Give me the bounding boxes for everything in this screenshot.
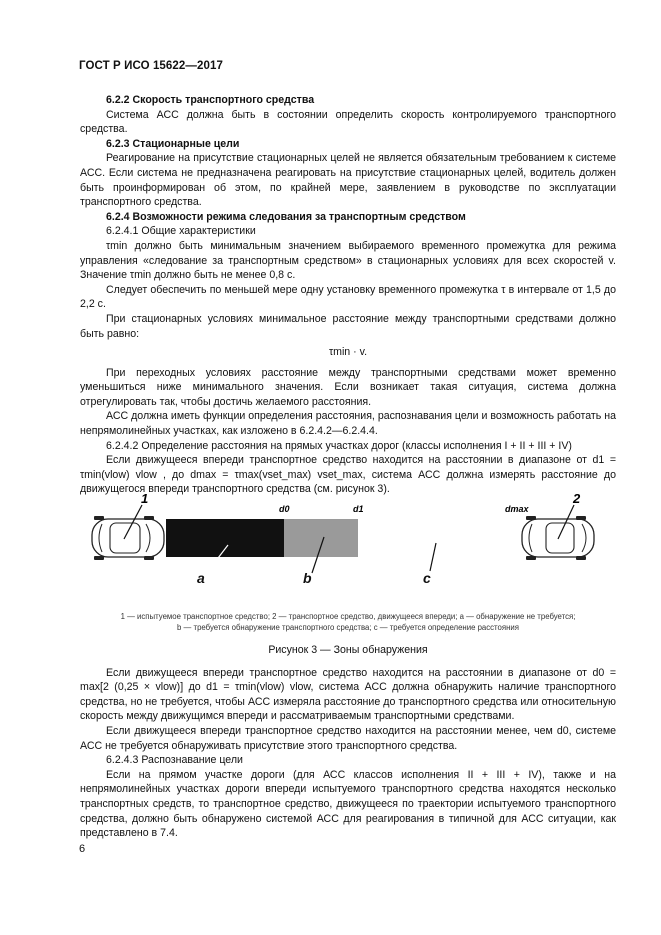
dmax-label: dmax bbox=[505, 504, 529, 515]
section-6-2-4-1-title: 6.2.4.1 Общие характеристики bbox=[106, 225, 256, 238]
section-6-2-4-1-p4: При переходных условиях расстояние между транспортными средствами может временно уменьшиться ниже минимального значения. Если возникает такая ситуация, система должна отрегулировать так, чтобы достичь желаемого расстояния. bbox=[80, 366, 616, 408]
figure-legend bbox=[80, 611, 616, 633]
section-6-2-2-title: 6.2.2 Скорость транспортного средства bbox=[106, 94, 315, 106]
d1-label: d1 bbox=[353, 504, 364, 515]
section-6-2-3-text: Реагирование на присутствие стационарных целей не является обязательным требованием к системе АСС. Если система не предназначена реагировать на присутствие стационарных целей, водитель должен быть проинформирован об этом, по крайней мере, заявлением в руководстве по эксплуатации транспортного средства. bbox=[80, 152, 616, 209]
car1-label: 1 bbox=[141, 491, 149, 507]
zone-a-label: a bbox=[197, 570, 205, 587]
standard-header: ГОСТ Р ИСО 15622—2017 bbox=[79, 60, 224, 72]
section-6-2-4-3-title: 6.2.4.3 Распознавание цели bbox=[106, 754, 243, 767]
zone-b-label: b bbox=[303, 570, 312, 587]
car2-label: 2 bbox=[573, 491, 581, 507]
figure-legend-line-2: b — требуется обнаружение транспортного средства; c — требуется определение расстояния bbox=[177, 623, 519, 633]
section-6-2-3-title: 6.2.3 Стационарные цели bbox=[106, 137, 240, 150]
section-6-2-4-1-p3: При стационарных условиях минимальное расстояние между транспортными средствами должно быть равно: bbox=[80, 312, 616, 340]
section-6-2-4-2-p2: Если движущееся впереди транспортное средство находится на расстоянии в диапазоне от d0 = max[2 (0,25 × vlow)] до d1 = τmin(vlow) vlow, система АСС должна обнаружить наличие транспортного средства, но не требуется, чтобы АСС измеряла расстояние до транспортного средства или относительную скорость между движущимся впереди и рассматриваемым транспортными средствами. bbox=[80, 666, 616, 723]
page-number: 6 bbox=[79, 843, 86, 855]
d0-label: d0 bbox=[279, 504, 290, 515]
section-6-2-4-title: 6.2.4 Возможности режима следования за транспортным средством bbox=[106, 210, 466, 223]
zone-b-detection bbox=[284, 519, 358, 557]
section-6-2-4-1-p5: АСС должна иметь функции определения расстояния, распознавания цели и возможность работать на непрямолинейных участках, как изложено в 6.2.4.2—6.2.4.4. bbox=[80, 410, 616, 438]
zone-c-leader-line bbox=[430, 543, 436, 571]
figure-caption: Рисунок 3 — Зоны обнаружения bbox=[268, 644, 428, 657]
section-6-2-2-text: Система АСС должна быть в состоянии определить скорость контролируемого транспортного средства. bbox=[80, 108, 616, 136]
section-6-2-4-1-p1: τmin должно быть минимальным значением выбираемого временного промежутка для режима управления «следование за транспортным средством» в стационарных условиях для всех скоростей v. Значение τmin должно быть не менее 0,8 с. bbox=[80, 239, 616, 282]
subject-vehicle-icon bbox=[92, 516, 164, 560]
section-6-2-4-2-p3: Если движущееся впереди транспортное средство находится на расстоянии менее, чем d0, системе АСС не требуется обнаруживать присутствие этого транспортного средства. bbox=[80, 725, 616, 752]
detection-zones-diagram bbox=[80, 491, 616, 609]
document-body bbox=[80, 93, 616, 841]
zone-a-not-required bbox=[166, 519, 284, 557]
figure-legend-line-1: 1 — испытуемое транспортное средство; 2 — транспортное средство, движущееся впереди; a — обнаружение не требуется; bbox=[120, 612, 576, 622]
section-6-2-4-2-text: Если движущееся впереди транспортное средство находится на расстоянии в диапазоне от d1 = τmin(vlow) vlow , до dmax = τmax(vset_max) vset_max, система АСС должна измерять расстояние до движущегося впереди транспортного средства (см. рисунок 3). bbox=[80, 454, 616, 496]
section-6-2-4-3-text: Если на прямом участке дороги (для АСС классов исполнения II + III + IV), также и на непрямолинейных участках дороги впереди испытуемого транспортного средства находятся несколько транспортных средств, то транспортное средство, движущееся по траектории испытуемого транспортного средства, должно быть обнаружено системой АСС для реагирования в типичной для АСС ситуации, как представлено в 7.4. bbox=[80, 768, 616, 840]
section-6-2-4-2-title: 6.2.4.2 Определение расстояния на прямых участках дорог (классы исполнения I + II + III + IV) bbox=[106, 439, 572, 452]
zone-c-label: c bbox=[423, 570, 431, 587]
detection-zones-figure bbox=[80, 491, 616, 609]
formula-min-distance: τmin · v. bbox=[328, 346, 368, 359]
section-6-2-4-1-p2: Следует обеспечить по меньшей мере одну установку временного промежутка τ в интервале от 1,5 до 2,2 с. bbox=[80, 283, 616, 311]
